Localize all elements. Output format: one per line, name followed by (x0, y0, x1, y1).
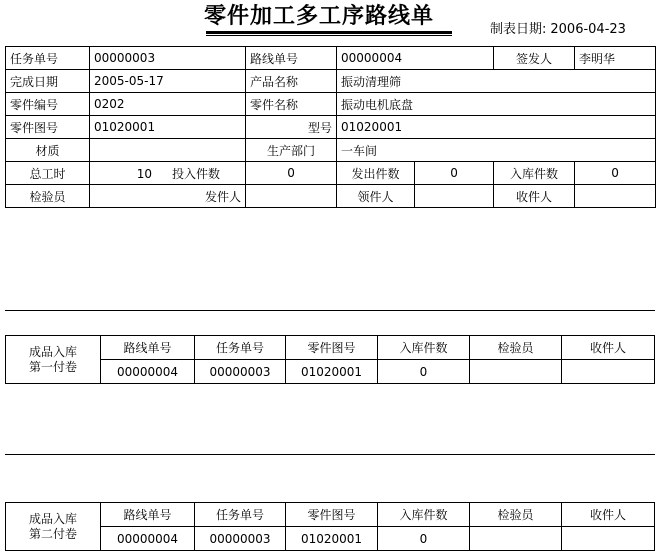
row-task (6, 47, 656, 70)
receipt-1-header: 任务单号 (195, 336, 286, 360)
receipt-1-value: 00000004 (101, 360, 195, 384)
route-no-label: 路线单号 (246, 47, 337, 70)
receipt-2-header: 任务单号 (195, 503, 286, 527)
receipt-1-header: 检验员 (470, 336, 562, 360)
route-card-table (5, 46, 656, 208)
receipt-1-value (470, 360, 562, 384)
receiver-value (575, 185, 656, 208)
total-hours-cell (90, 162, 246, 185)
receipt-1-value: 01020001 (286, 360, 378, 384)
issued-qty-value: 0 (415, 162, 494, 185)
receipt-1-label (6, 336, 101, 384)
receipt-2-value: 01020001 (286, 527, 378, 551)
tear-line-2 (5, 454, 655, 455)
receipt-1-header: 零件图号 (286, 336, 378, 360)
finish-date-value: 2005-05-17 (90, 70, 246, 93)
receipt-2-header: 收件人 (562, 503, 655, 527)
sender-label: 发件人 (90, 185, 246, 208)
receipt-1-value: 0 (378, 360, 470, 384)
material-value (90, 139, 246, 162)
row-finish (6, 70, 656, 93)
inspector-label: 检验员 (6, 185, 90, 208)
part-name-label: 零件名称 (246, 93, 337, 116)
receipt-1-header: 路线单号 (101, 336, 195, 360)
collector-label: 领件人 (337, 185, 415, 208)
task-no-label: 任务单号 (6, 47, 90, 70)
part-name-value: 振动电机底盘 (337, 93, 656, 116)
receipt-1-header: 收件人 (562, 336, 655, 360)
receiver-label: 收件人 (494, 185, 575, 208)
finish-date-label: 完成日期 (6, 70, 90, 93)
date-line (490, 18, 630, 37)
receipt-1-value: 00000003 (195, 360, 286, 384)
tear-line-1 (5, 310, 655, 311)
issuer-value: 李明华 (575, 47, 656, 70)
row-quantities (6, 162, 656, 185)
receipt-2-header: 路线单号 (101, 503, 195, 527)
input-qty-value: 0 (246, 162, 337, 185)
stock-qty-value: 0 (575, 162, 656, 185)
receipt-2-header: 入库件数 (378, 503, 470, 527)
date-value: 2006-04-23 (550, 22, 626, 37)
receipt-1-label-line2: 第一付卷 (28, 359, 77, 374)
receipt-stub-1 (5, 335, 655, 384)
task-no-value: 00000003 (90, 47, 246, 70)
issued-qty-label: 发出件数 (337, 162, 415, 185)
part-no-value: 0202 (90, 93, 246, 116)
receipt-2-value (562, 527, 655, 551)
receipt-stub-2 (5, 502, 655, 551)
receipt-2-value: 0 (378, 527, 470, 551)
stock-qty-label: 入库件数 (494, 162, 575, 185)
receipt-2-value: 00000004 (101, 527, 195, 551)
input-qty-label: 投入件数 (172, 166, 221, 181)
product-name-label: 产品名称 (246, 70, 337, 93)
material-label: 材质 (6, 139, 90, 162)
drawing-no-label: 零件图号 (6, 116, 90, 139)
receipt-2-label-line1: 成品入库 (28, 511, 77, 526)
receipt-1-label-line1: 成品入库 (28, 344, 77, 359)
receipt-2-label (6, 503, 101, 551)
document-title: 零件加工多工序路线单 (204, 3, 435, 29)
date-label: 制表日期: (490, 22, 547, 37)
dept-label: 生产部门 (246, 139, 337, 162)
receipt-2-value: 00000003 (195, 527, 286, 551)
sender-value (246, 185, 337, 208)
product-name-value: 振动清理筛 (337, 70, 656, 93)
receipt-2-header: 零件图号 (286, 503, 378, 527)
total-hours-label: 总工时 (6, 162, 90, 185)
model-label: 型号 (246, 116, 337, 139)
row-material (6, 139, 656, 162)
title-underline-thick (206, 31, 452, 34)
dept-value: 一车间 (337, 139, 656, 162)
row-drawing (6, 116, 656, 139)
drawing-no-value: 01020001 (90, 116, 246, 139)
receipt-1-header: 入库件数 (378, 336, 470, 360)
receipt-2-header: 检验员 (470, 503, 562, 527)
total-hours-value: 10 (136, 166, 152, 181)
collector-value (415, 185, 494, 208)
receipt-1-value (562, 360, 655, 384)
part-no-label: 零件编号 (6, 93, 90, 116)
receipt-2-label-line2: 第二付卷 (28, 526, 77, 541)
receipt-2-value (470, 527, 562, 551)
issuer-label: 签发人 (494, 47, 575, 70)
title-underline-thin (206, 35, 452, 36)
row-part (6, 93, 656, 116)
model-value: 01020001 (337, 116, 656, 139)
row-signatures (6, 185, 656, 208)
route-no-value: 00000004 (337, 47, 494, 70)
